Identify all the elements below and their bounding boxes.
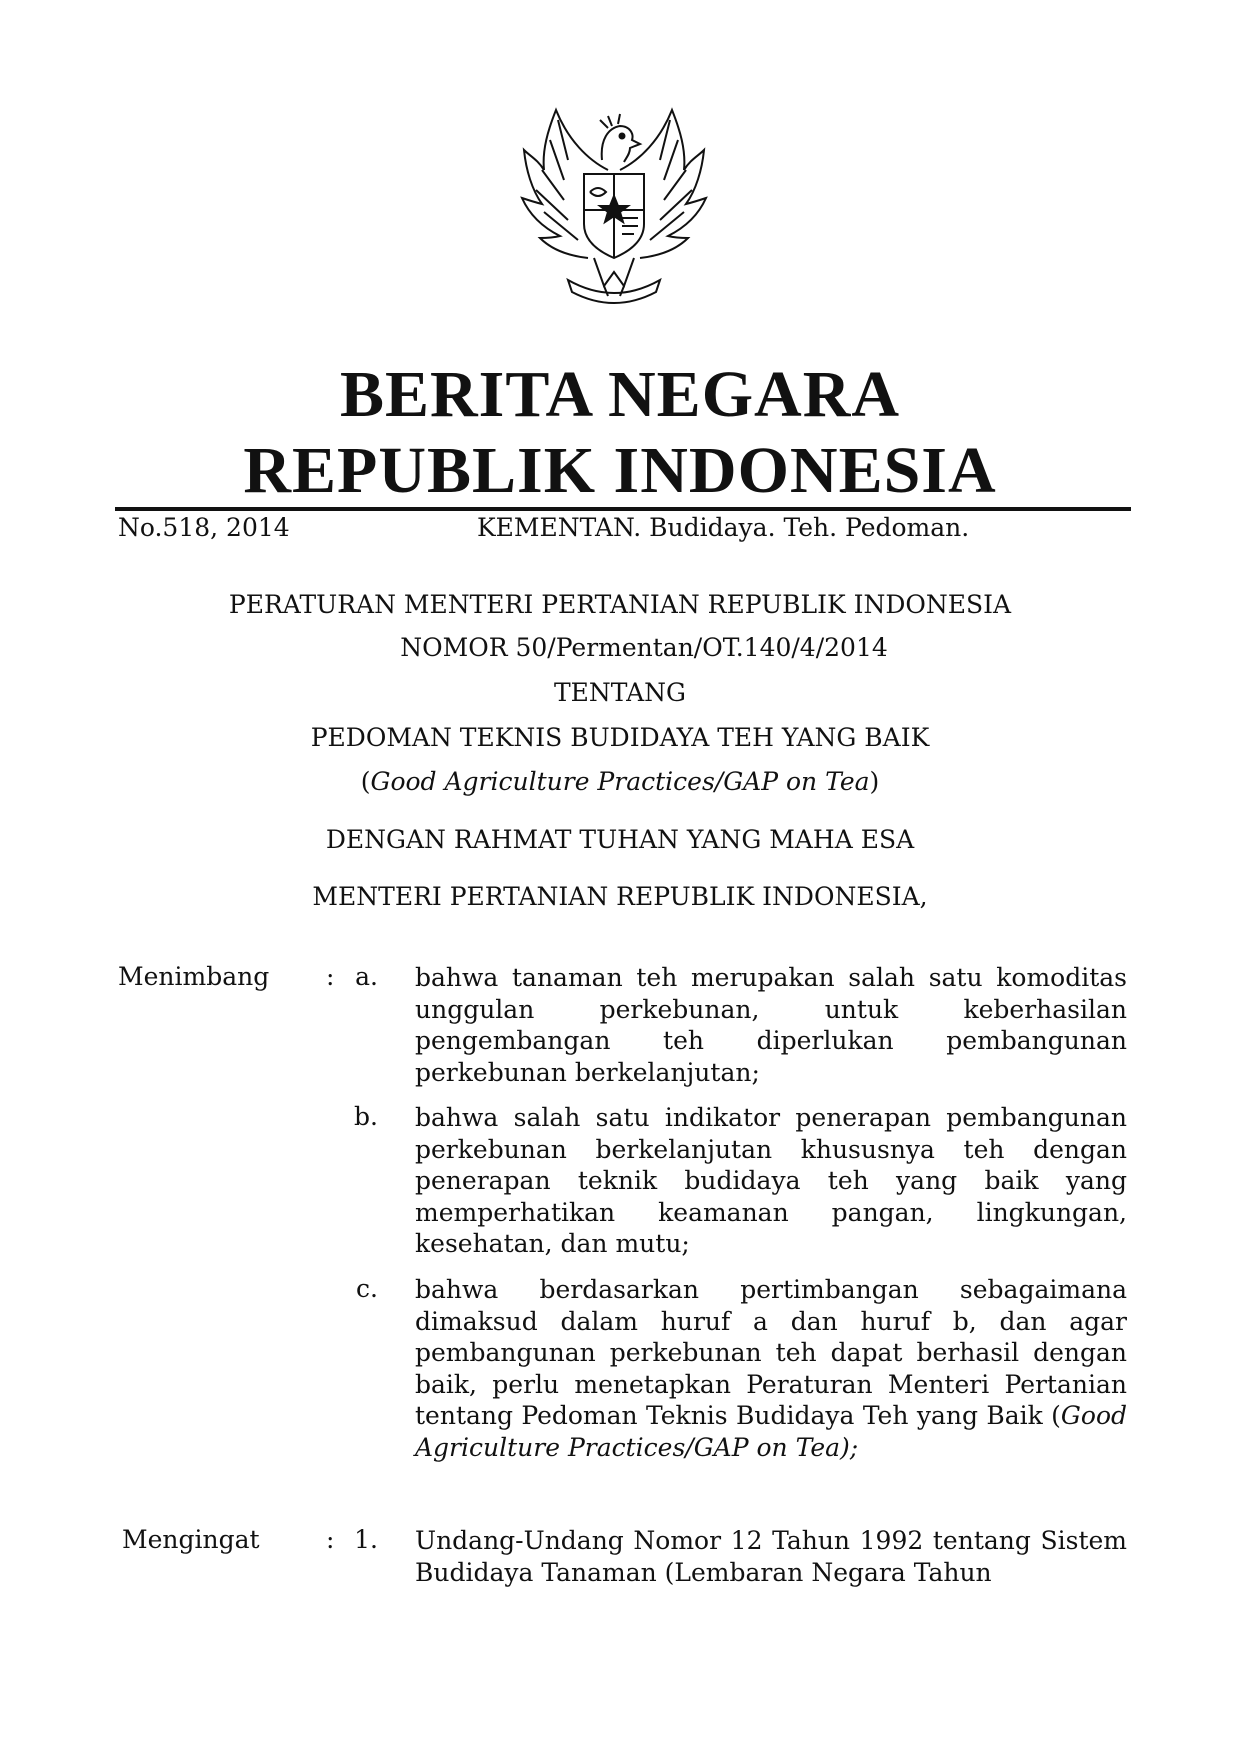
header-divider (115, 507, 1131, 511)
tentang-label: TENTANG (553, 678, 686, 707)
mengingat-colon: : (326, 1525, 335, 1554)
menimbang-item-text: bahwa tanaman teh merupakan salah satu komoditas unggulan perkebunan, untuk keberhasilan pengembangan teh diperlukan pembangunan perkebunan berkelanjutan; (415, 963, 1127, 1087)
mengingat-item-text: Undang-Undang Nomor 12 Tahun 1992 tentang Sistem Budidaya Tanaman (Lembaran Negara Tahun (415, 1526, 1127, 1587)
masthead-title: BERITA NEGARA (339, 358, 901, 431)
regulation-title: PERATURAN MENTERI PERTANIAN REPUBLIK INDONESIA (228, 590, 1012, 619)
regulation-number: NOMOR 50/Permentan/OT.140/4/2014 (400, 633, 888, 662)
minister-title: MENTERI PERTANIAN REPUBLIK INDONESIA, (312, 882, 928, 911)
mengingat-label: Mengingat (122, 1525, 260, 1554)
regulation-subject-english: (Good Agriculture Practices/GAP on Tea) (360, 767, 880, 796)
masthead-subtitle: REPUBLIK INDONESIA (243, 434, 997, 507)
menimbang-colon: : (326, 962, 335, 991)
gazette-keywords: KEMENTAN. Budidaya. Teh. Pedoman. (477, 513, 970, 542)
menimbang-label: Menimbang (118, 962, 270, 991)
menimbang-item-letter: c. (356, 1274, 378, 1303)
menimbang-item-letter: b. (354, 1102, 378, 1131)
garuda-emblem-icon (508, 100, 720, 312)
gazette-number: No.518, 2014 (118, 513, 290, 542)
invocation: DENGAN RAHMAT TUHAN YANG MAHA ESA (325, 825, 915, 854)
regulation-subject: PEDOMAN TEKNIS BUDIDAYA TEH YANG BAIK (310, 723, 930, 752)
menimbang-item-letter: a. (355, 962, 378, 991)
menimbang-item-text: bahwa berdasarkan pertimbangan sebagaimana dimaksud dalam huruf a dan huruf b, dan agar pembangunan perkebunan teh dapat berhasil dengan baik, perlu menetapkan Peraturan Menteri Pertanian tentang Pedoman Teknis Budidaya Teh yang Baik (Good Agriculture Practices/GAP on Tea); (415, 1275, 1127, 1462)
mengingat-item-number: 1. (354, 1525, 378, 1554)
menimbang-item-text: bahwa salah satu indikator penerapan pembangunan perkebunan berkelanjutan khususnya teh dengan penerapan teknik budidaya teh yang baik yang memperhatikan keamanan pangan, lingkungan, kesehatan, dan mutu; (415, 1103, 1127, 1258)
